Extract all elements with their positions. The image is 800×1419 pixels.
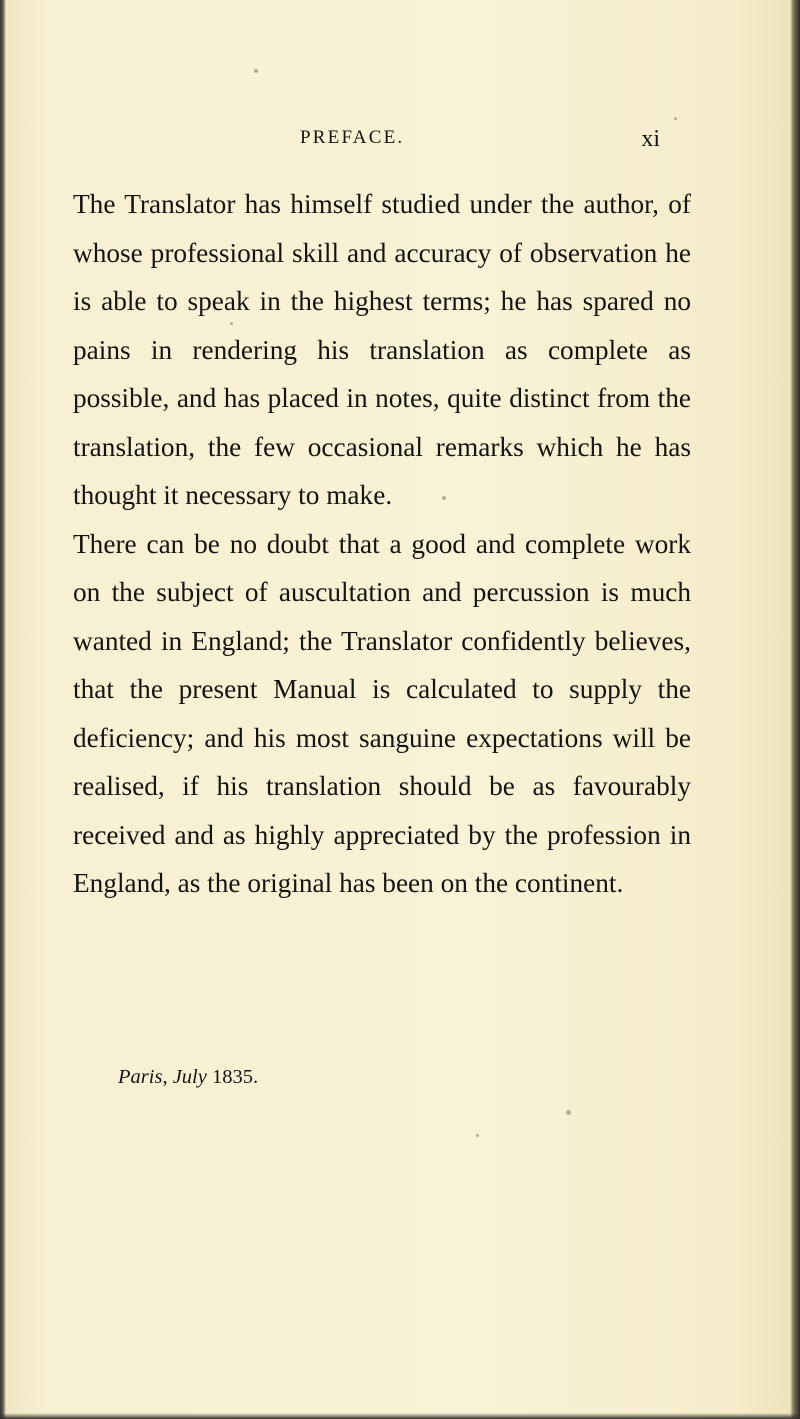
paper-speck <box>230 322 233 325</box>
paragraph-translator-study: The Translator has himself studied under the author, of whose professional skill and accuracy of observation he is able to speak in the highest terms; he has spared no pains in rendering his translation as complete as possible, and has placed in notes, quite distinct from the translation, the few occasional remarks which he has thought it necessary to make. <box>73 189 691 510</box>
page-bottom-edge <box>0 1413 800 1419</box>
signature-line <box>118 1063 258 1091</box>
paper-speck <box>674 117 677 120</box>
signature-place: Paris <box>118 1066 163 1088</box>
page-title: PREFACE. <box>300 127 405 148</box>
paper-speck <box>476 1134 479 1137</box>
signature-separator: , <box>162 1066 173 1088</box>
signature-month: July <box>172 1066 207 1088</box>
paper-speck <box>254 69 258 73</box>
page-right-edge <box>790 0 800 1419</box>
paper-speck <box>442 496 446 500</box>
preface-text <box>73 180 691 908</box>
paper-speck <box>566 1110 571 1115</box>
signature-year: 1835. <box>206 1066 259 1088</box>
page-number: xi <box>641 126 660 152</box>
running-head <box>300 127 660 157</box>
page-left-edge <box>0 0 6 1419</box>
paragraph-manual-purpose: There can be no doubt that a good and complete work on the subject of auscultation and percussion is much wanted in England; the Translator confidently believes, that the present Manual is calculated to supply the deficiency; and his most sanguine expectations will be realised, if his translation should be as favourably received and as highly appreciated by the profession in England, as the original has been on the continent. <box>73 528 691 898</box>
